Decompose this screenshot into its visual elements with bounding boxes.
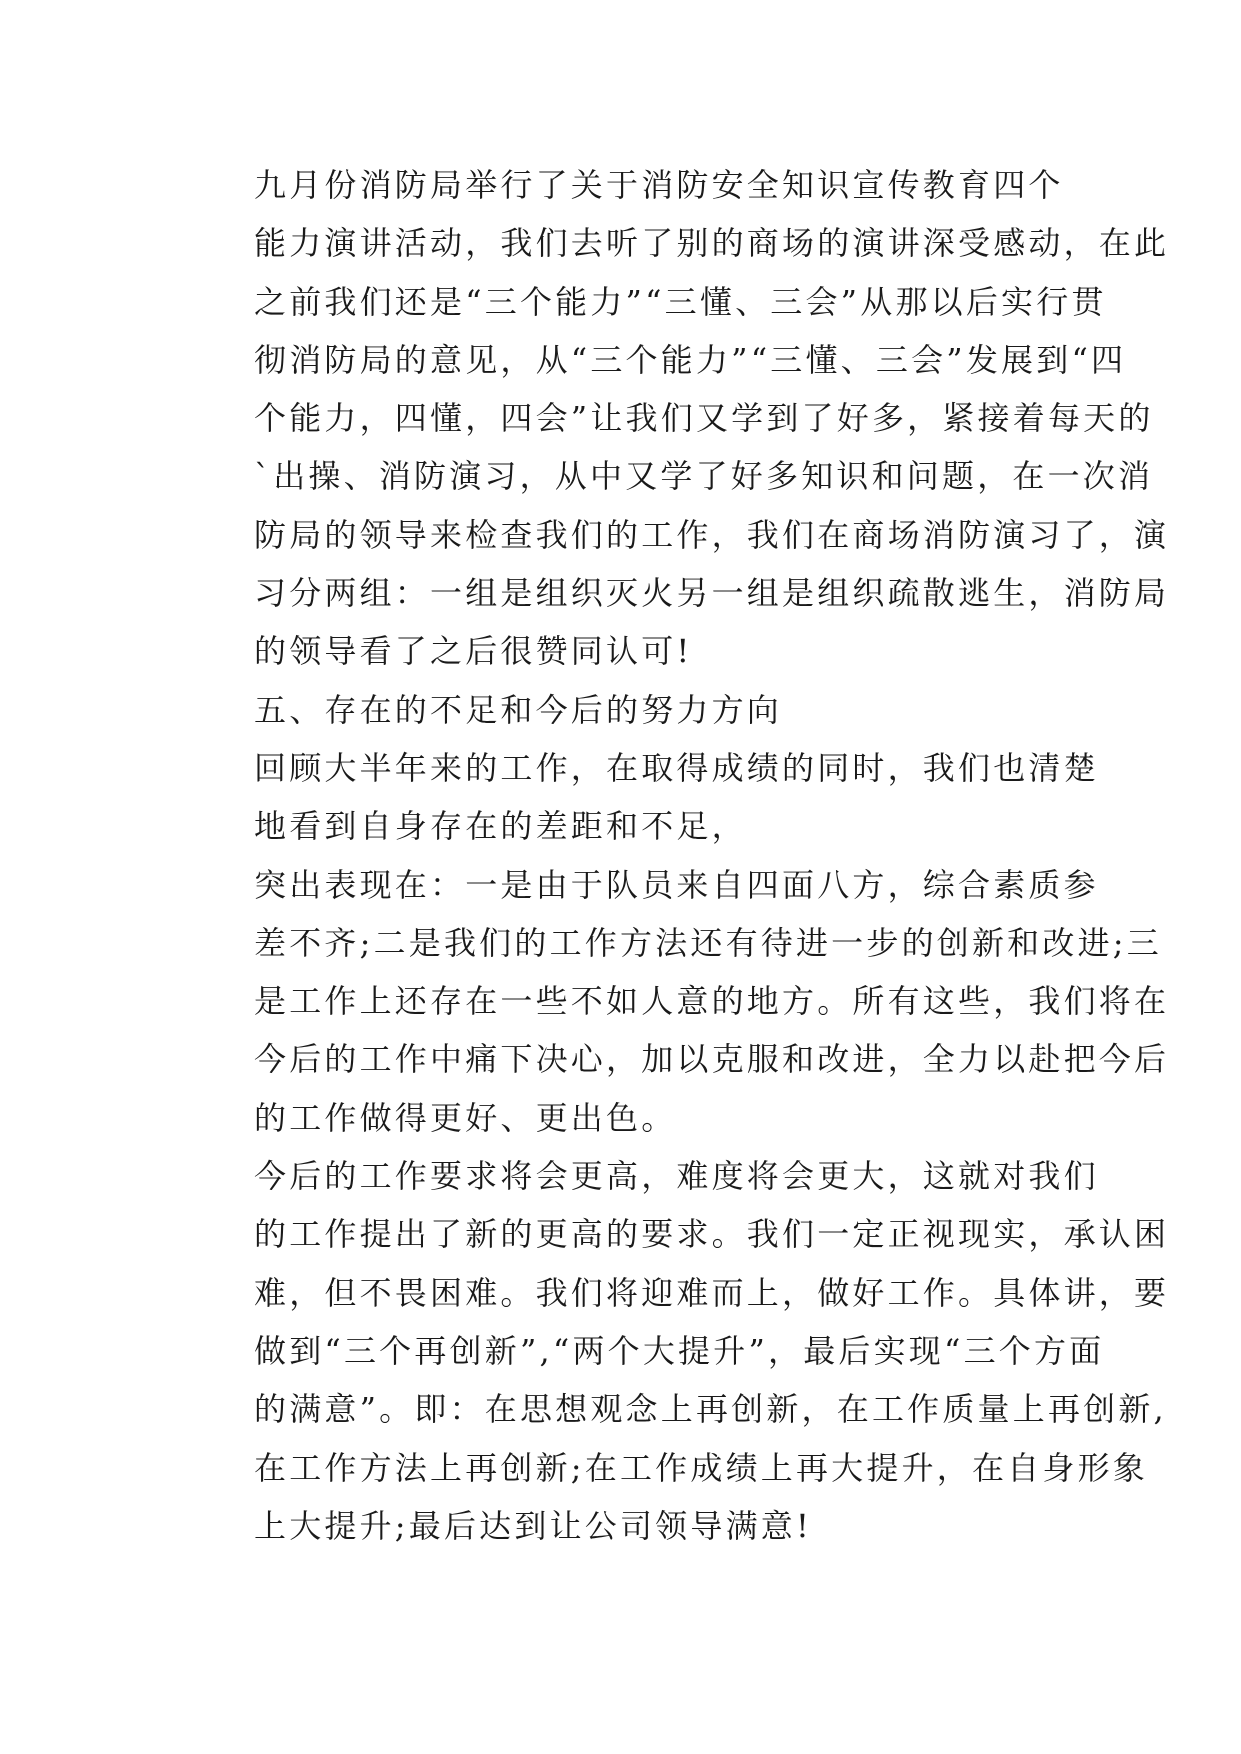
text-line: 个能力，四懂，四会”让我们又学到了好多，紧接着每天的 [254,399,1154,438]
paragraph [190,156,1170,681]
text-line: 的工作做得更好、更出色。 [254,1098,677,1137]
text-line: 地看到自身存在的差距和不足， [254,807,747,846]
text-line: 是工作上还存在一些不如人意的地方。所有这些，我们将在 [254,982,1170,1021]
text-line: 的满意”。即：在思想观念上再创新，在工作质量上再创新, [254,1390,1167,1429]
text-line: 的工作提出了新的更高的要求。我们一定正视现实，承认困 [254,1215,1170,1254]
text-line: 能力演讲活动，我们去听了别的商场的演讲深受感动，在此 [254,224,1170,263]
text-line: 今后的工作中痛下决心，加以克服和改进，全力以赴把今后 [254,1040,1170,1079]
paragraph [190,739,1099,856]
text-line: 做到“三个再创新”,“两个大提升”，最后实现“三个方面 [254,1331,1105,1370]
text-line: 在工作方法上再创新;在工作成绩上再大提升，在自身形象 [254,1448,1148,1487]
text-line: 习分两组：一组是组织灭火另一组是组织疏散逃生，消防局 [254,574,1170,613]
document-body [190,156,1170,1555]
text-line: 防局的领导来检查我们的工作，我们在商场消防演习了，演 [254,515,1170,554]
paragraph [190,856,1170,1147]
text-line: 的领导看了之后很赞同认可! [254,632,693,671]
text-line: `出操、消防演习，从中又学了好多知识和问题，在一次消 [254,457,1154,496]
text-line: 今后的工作要求将会更高，难度将会更大，这就对我们 [254,1157,1099,1196]
paragraph [190,681,1062,739]
text-line: 上大提升;最后达到让公司领导满意! [254,1506,813,1545]
paragraph [190,1147,1170,1555]
text-line: 彻消防局的意见，从“三个能力”“三懂、三会”发展到“四 [254,340,1127,379]
text-line: 五、存在的不足和今后的努力方向 [254,690,783,729]
text-line: 之前我们还是“三个能力”“三懂、三会”从那以后实行贯 [254,282,1107,321]
text-line: 九月份消防局举行了关于消防安全知识宣传教育四个 [254,166,1064,204]
text-line: 回顾大半年来的工作，在取得成绩的同时，我们也清楚 [254,748,1099,787]
text-line: 突出表现在：一是由于队员来自四面八方，综合素质参 [254,865,1099,904]
text-line: 难，但不畏困难。我们将迎难而上，做好工作。具体讲，要 [254,1273,1170,1312]
text-line: 差不齐;二是我们的工作方法还有待进一步的创新和改进;三 [254,923,1162,962]
